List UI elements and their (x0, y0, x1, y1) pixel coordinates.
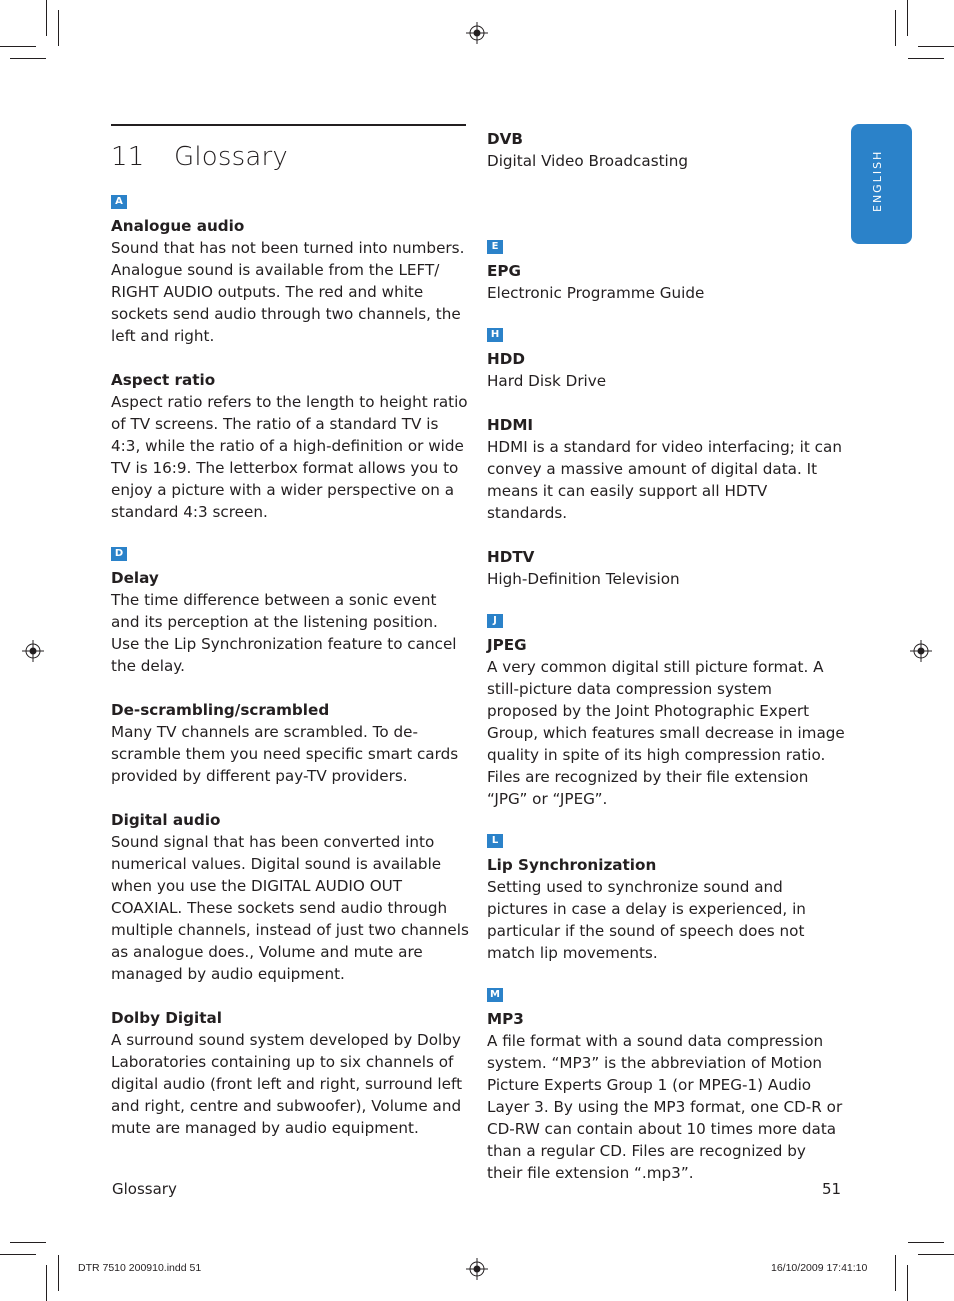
registration-mark-icon (466, 22, 488, 44)
glossary-definition: Many TV channels are scrambled. To de-scramble them you need specific smart cards provided by different pay-TV providers. (111, 723, 459, 785)
glossary-right-column (487, 128, 845, 1184)
registration-mark-icon (910, 640, 932, 662)
glossary-definition: Electronic Programme Guide (487, 284, 705, 302)
glossary-left-column (111, 193, 469, 1139)
glossary-term: De-scrambling/scrambled (111, 701, 330, 719)
glossary-definition: Sound signal that has been converted into numerical values. Digital sound is available when you use the DIGITAL AUDIO OUT COAXIAL. These sockets send audio through multiple channels, instead of just two channels as analogue does., Volume and mute are managed by audio equipment. (111, 833, 469, 983)
crop-mark (58, 10, 59, 46)
page-number: 51 (822, 1180, 842, 1198)
glossary-entry (111, 567, 469, 677)
glossary-term: Digital audio (111, 811, 221, 829)
crop-mark (907, 1265, 908, 1301)
section-gap (487, 590, 845, 612)
section-letter-row (487, 986, 845, 1008)
entry-gap (111, 347, 469, 369)
header-rule (111, 124, 466, 126)
crop-mark (908, 58, 944, 59)
chapter-number: 11 (111, 142, 145, 172)
glossary-definition: A file format with a sound data compression system. “MP3” is the abbreviation of Motion Picture Experts Group 1 (or MPEG-1) Audio Layer 3. By using the MP3 format, one CD-R or CD-RW can contain about 10 times more data than a regular CD. Files are recognized by their file extension “.mp3”. (487, 1032, 843, 1182)
glossary-definition: Sound that has not been turned into numbers. Analogue sound is available from the LEFT/ RIGHT AUDIO outputs. The red and white sockets send audio through two channels, the left and right. (111, 239, 465, 345)
section-letter-badge: H (487, 328, 503, 342)
crop-mark (46, 1265, 47, 1301)
section-letter-row (111, 193, 469, 215)
entry-gap (487, 392, 845, 414)
glossary-entry (487, 634, 845, 810)
section-gap (111, 523, 469, 545)
section-gap (487, 810, 845, 832)
crop-mark (907, 0, 908, 36)
glossary-term: EPG (487, 262, 521, 280)
section-gap (487, 172, 845, 238)
language-label: ENGLISH (871, 149, 884, 212)
glossary-entry (487, 546, 845, 590)
crop-mark (10, 58, 46, 59)
section-letter-badge: J (487, 614, 503, 628)
glossary-entry (487, 1008, 845, 1184)
registration-mark-icon (466, 1258, 488, 1280)
glossary-term: HDD (487, 350, 525, 368)
glossary-entry (487, 414, 845, 524)
crop-mark (895, 1255, 896, 1291)
glossary-term: HDMI (487, 416, 534, 434)
glossary-definition: Setting used to synchronize sound and pictures in case a delay is experienced, in particular if the sound of speech does not match lip movements. (487, 878, 806, 962)
crop-mark (0, 46, 36, 47)
page-title (111, 142, 288, 172)
section-letter-badge: D (111, 547, 127, 561)
glossary-term: Dolby Digital (111, 1009, 222, 1027)
entry-gap (111, 677, 469, 699)
glossary-term: DVB (487, 130, 523, 148)
glossary-entry (487, 854, 845, 964)
language-tab (851, 124, 912, 244)
glossary-term: Analogue audio (111, 217, 245, 235)
crop-mark (0, 1254, 36, 1255)
section-letter-badge: L (487, 834, 503, 848)
glossary-entry (487, 260, 845, 304)
glossary-entry (111, 369, 469, 523)
entry-gap (487, 524, 845, 546)
section-gap (487, 304, 845, 326)
glossary-definition: HDMI is a standard for video interfacing; it can convey a massive amount of digital data. It means it can easily support all HDTV standards. (487, 438, 842, 522)
crop-mark (10, 1242, 46, 1243)
glossary-definition: Aspect ratio refers to the length to height ratio of TV screens. The ratio of a standard TV is 4:3, while the ratio of a high-definition or wide TV is 16:9. The letterbox format allows you to enjoy a picture with a wider perspective on a standard 4:3 screen. (111, 393, 468, 521)
crop-mark (895, 10, 896, 46)
glossary-entry (487, 128, 845, 172)
section-gap (487, 964, 845, 986)
crop-mark (46, 0, 47, 36)
glossary-entry (111, 1007, 469, 1139)
section-letter-badge: A (111, 195, 127, 209)
glossary-definition: A very common digital still picture format. A still-picture data compression system proposed by the Joint Photographic Expert Group, which features small decrease in image quality in spite of its high compression ratio. Files are recognized by their file extension “JPG” or “JPEG”. (487, 658, 845, 808)
chapter-title: Glossary (174, 142, 288, 172)
glossary-definition: The time difference between a sonic event and its perception at the listening position. Use the Lip Synchronization feature to cancel the delay. (111, 591, 457, 675)
slug-file: DTR 7510 200910.indd 51 (78, 1262, 202, 1274)
registration-mark-icon (22, 640, 44, 662)
glossary-definition: A surround sound system developed by Dolby Laboratories containing up to six channels of digital audio (front left and right, surround left and right, centre and subwoofer), Volume and mute are managed by audio equipment. (111, 1031, 463, 1137)
glossary-term: JPEG (487, 636, 527, 654)
glossary-entry (111, 809, 469, 985)
glossary-term: MP3 (487, 1010, 524, 1028)
section-letter-row (487, 326, 845, 348)
crop-mark (918, 46, 954, 47)
glossary-term: Delay (111, 569, 159, 587)
glossary-definition: Hard Disk Drive (487, 372, 607, 390)
section-letter-row (487, 238, 845, 260)
glossary-entry (487, 348, 845, 392)
glossary-entry (111, 699, 469, 787)
glossary-definition: High-Definition Television (487, 570, 680, 588)
glossary-term: Lip Synchronization (487, 856, 657, 874)
slug-timestamp: 16/10/2009 17:41:10 (771, 1262, 868, 1274)
crop-mark (908, 1242, 944, 1243)
crop-mark (918, 1254, 954, 1255)
entry-gap (111, 787, 469, 809)
crop-mark (58, 1255, 59, 1291)
glossary-definition: Digital Video Broadcasting (487, 152, 689, 170)
section-letter-badge: E (487, 240, 503, 254)
section-letter-badge: M (487, 988, 503, 1002)
glossary-term: Aspect ratio (111, 371, 216, 389)
glossary-entry (111, 215, 469, 347)
footer-section: Glossary (112, 1180, 177, 1198)
entry-gap (111, 985, 469, 1007)
section-letter-row (487, 612, 845, 634)
section-letter-row (487, 832, 845, 854)
glossary-term: HDTV (487, 548, 535, 566)
section-letter-row (111, 545, 469, 567)
